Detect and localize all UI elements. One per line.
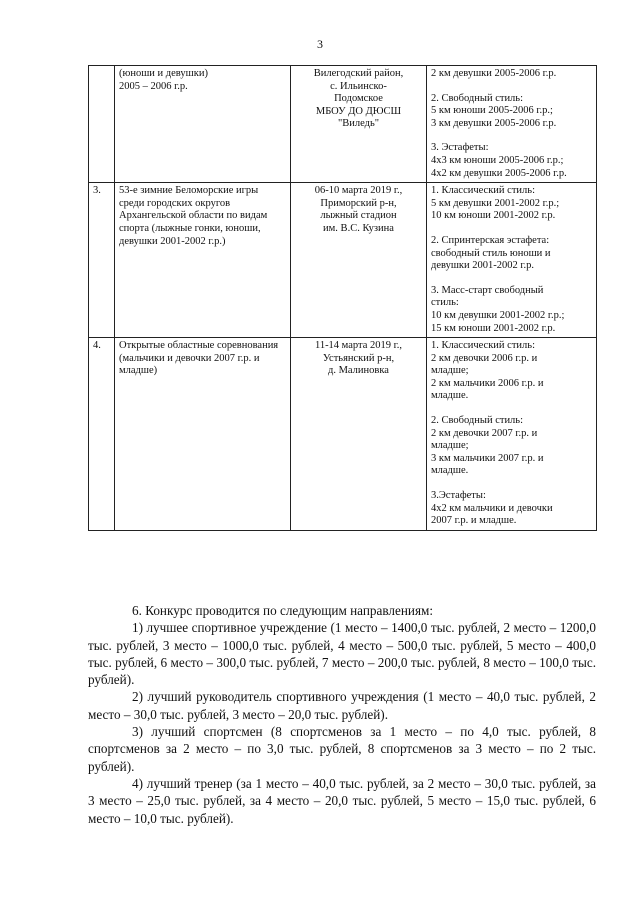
table-row [89, 66, 597, 183]
competition-place: 11-14 марта 2019 г., Устьянский р-н, д. Малиновка [291, 338, 427, 531]
program-item: 1. Классический стиль: 2 км девочки 2006 г.р. и младше; 2 км мальчики 2006 г.р. и младше. [431, 340, 544, 402]
contest-directions [88, 602, 596, 827]
competition-name: 53-е зимние Беломорские игры среди городских округов Архангельской области по видам спорта (лыжные гонки, юноши, девушки 2001-2002 г.р.) [115, 183, 291, 338]
paragraph: 3) лучший спортсмен (8 спортсменов за 1 место – по 4,0 тыс. рублей, 8 спортсменов за 2 место – по 3,0 тыс. рублей, 8 спортсменов за 3 место – по 2 тыс. рублей). [88, 724, 596, 774]
program-item: 3. Масс-старт свободный стиль: 10 км девушки 2001-2002 г.р.; 15 км юноши 2001-2002 г.р. [431, 284, 565, 334]
program-item: 1. Классический стиль: 5 км девушки 2001-2002 г.р.; 10 км юноши 2001-2002 г.р. [431, 185, 560, 222]
table-row [89, 338, 597, 531]
row-number: 3. [89, 183, 115, 338]
row-number: 4. [89, 338, 115, 531]
section-heading: 6. Конкурс проводится по следующим направлениям: [132, 603, 434, 618]
paragraph: 1) лучшее спортивное учреждение (1 место – 1400,0 тыс. рублей, 2 место – 1200,0 тыс. рублей, 3 место – 1000,0 тыс. рублей, 4 место – 500,0 тыс. рублей, 5 место – 400,0 тыс. рублей, 6 место – 300,0 тыс. рублей, 7 место – 200,0 тыс. рублей, 8 место – 100,0 тыс. рублей). [88, 620, 596, 688]
page-number: 3 [317, 37, 323, 51]
row-number [89, 66, 115, 183]
competition-place: Вилегодский район, с. Ильинско- Подомское МБОУ ДО ДЮСШ "Виледь" [291, 66, 427, 183]
program-item: 2. Свободный стиль: 5 км юноши 2005-2006 г.р.; 3 км девушки 2005-2006 г.р. [431, 92, 557, 129]
competitions-table [88, 65, 597, 531]
program-item: 2. Свободный стиль: 2 км девочки 2007 г.р. и младше; 3 км мальчики 2007 г.р. и младше. [431, 415, 544, 477]
program-item: 3. Эстафеты: 4х3 км юноши 2005-2006 г.р.; 4х2 км девушки 2005-2006 г.р. [431, 142, 567, 179]
competition-place: 06-10 марта 2019 г., Приморский р-н, лыжный стадион им. В.С. Кузина [291, 183, 427, 338]
table-row [89, 183, 597, 338]
paragraph: 4) лучший тренер (за 1 место – 40,0 тыс. рублей, за 2 место – 30,0 тыс. рублей, за 3 место – 25,0 тыс. рублей, за 4 место – 20,0 тыс. рублей, 5 место – 15,0 тыс. рублей, 6 место – 10,0 тыс. рублей). [88, 775, 596, 826]
competition-program [427, 183, 597, 338]
competition-program [427, 338, 597, 531]
competition-program [427, 66, 597, 183]
competition-name: (юноши и девушки) 2005 – 2006 г.р. [115, 66, 291, 183]
program-item: 2. Спринтерская эстафета: свободный стиль юноши и девушки 2001-2002 г.р. [431, 234, 551, 272]
paragraph: 2) лучший руководитель спортивного учреждения (1 место – 40,0 тыс. рублей, 2 место – 30,0 тыс. рублей, 3 место – 20,0 тыс. рублей). [88, 689, 596, 722]
program-item: 2 км девушки 2005-2006 г.р. [431, 68, 557, 79]
program-item: 3.Эстафеты: 4х2 км мальчики и девочки 2007 г.р. и младше. [431, 490, 553, 527]
competition-name: Открытые областные соревнования (мальчики и девочки 2007 г.р. и младше) [115, 338, 291, 531]
